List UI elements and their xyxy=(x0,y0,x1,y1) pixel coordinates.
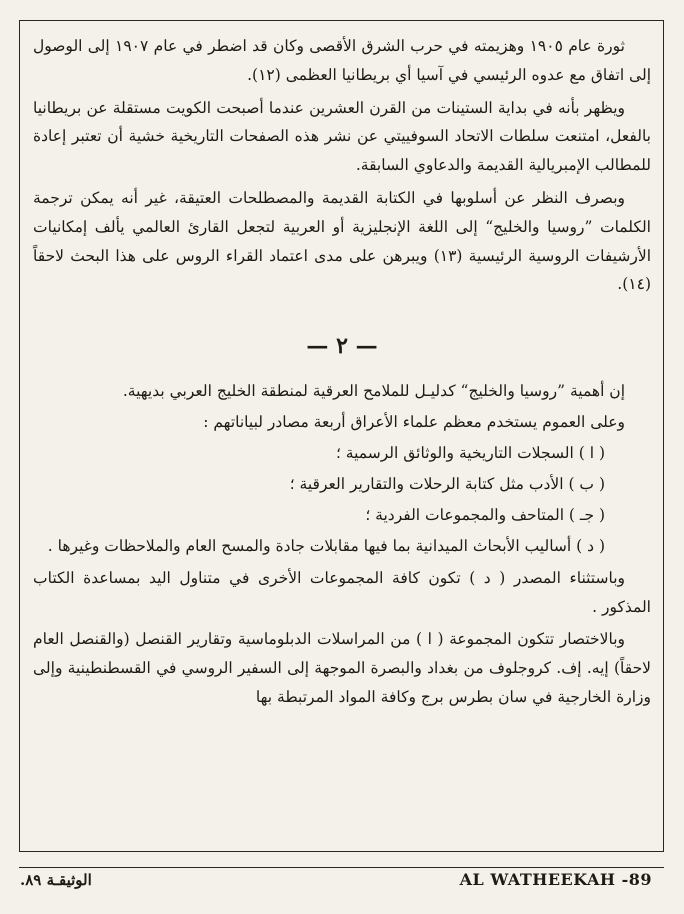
paragraph: وبالاختصار تتكون المجموعة ( ا ) من المراسلات الدبلوماسية وتقارير القنصل (والقنصل العام لاحقاً) إيه. إف. كروجلوف من بغداد والبصرة الموجهة إلى السفير الروسي في القسطنطينية وإلى وزارة الخارجية في سان بطرس برج وكافة المواد المرتبطة بها xyxy=(33,630,651,706)
list-item: ( ب ) الأدب مثل كتابة الرحلات والتقارير العرقية ؛ xyxy=(289,474,605,493)
document-body xyxy=(33,32,651,716)
footer-english-page-label: AL WATHEEKAH -89 xyxy=(459,870,652,889)
paragraph: وعلى العموم يستخدم معظم علماء الأعراق أربعة مصادر لبياناتهم : xyxy=(203,412,625,431)
list-item: ( جـ ) المتاحف والمجموعات الفردية ؛ xyxy=(365,506,605,525)
paragraph: ثورة عام ١٩٠٥ وهزيمته في حرب الشرق الأقصى وكان قد اضطر في عام ١٩٠٧ إلى الوصول إلى اتفاق مع عدوه الرئيسي في آسيا أي بريطانيا العظمى (١٢). xyxy=(33,37,651,84)
footer-arabic-page-label: الوثيقـة ٨٩. xyxy=(20,871,92,889)
section-number-heading: — ٢ — xyxy=(306,333,378,360)
list-item: ( د ) أساليب الأبحاث الميدانية بما فيها مقابلات جادة والمسح العام والملاحظات وغيرها . xyxy=(47,537,605,556)
footer-divider xyxy=(19,867,664,868)
paragraph: وباستثناء المصدر ( د ) تكون كافة المجموعات الأخرى في متناول اليد بمساعدة الكتاب المذكور . xyxy=(33,568,651,616)
paragraph: وبصرف النظر عن أسلوبها في الكتابة القديمة والمصطلحات العتيقة، غير أنه يمكن ترجمة الكلمات ”روسيا والخليج“ إلى اللغة الإنجليزية أو العربية لتجعل القارئ العالمي يألف إمكانيات الأرشيفات الروسية الرئيسية (١٣) ويبرهن على مدى اعتماد القراء الروس على هذا البحث لاحقاً (١٤). xyxy=(33,188,652,294)
list-item: ( ا ) السجلات التاريخية والوثائق الرسمية ؛ xyxy=(335,443,605,462)
paragraph: إن أهمية ”روسيا والخليج“ كدليـل للملامح العرقية لمنطقة الخليج العربي بديهية. xyxy=(122,381,625,400)
paragraph: ويظهر بأنه في بداية الستينات من القرن العشرين عندما أصبحت الكويت مستقلة عن بريطانيا بالفعل، امتنعت سلطات الاتحاد السوفييتي عن نشر هذه الصفحات التاريخية خشية أن تعتبر إعادة للمطالب الإمبريالية القديمة والدعاوي السابقة. xyxy=(33,98,651,175)
